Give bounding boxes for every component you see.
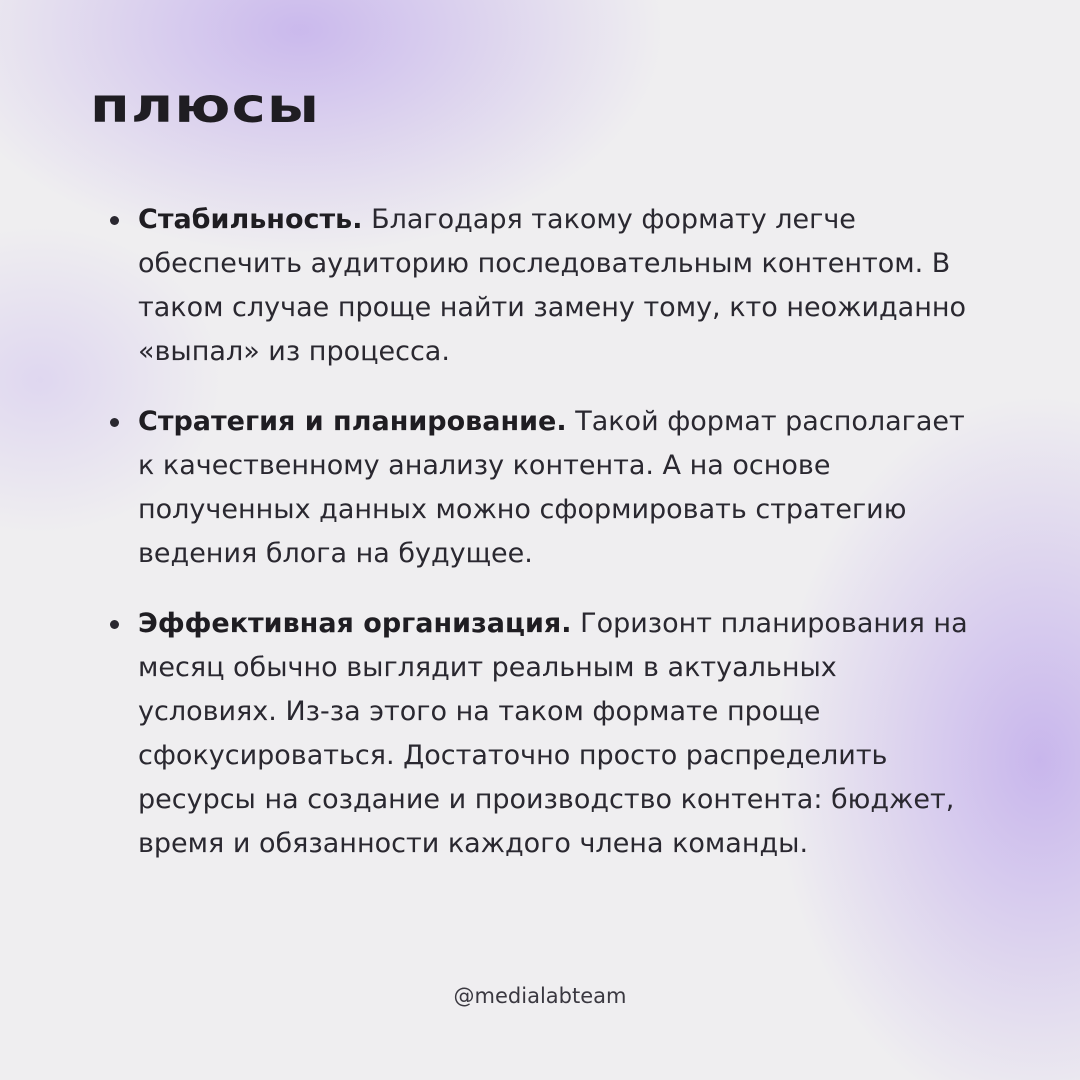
page-title: плюсы <box>90 78 321 134</box>
advantages-list <box>108 198 968 892</box>
item-term: Эффективная организация. <box>138 608 572 639</box>
list-item <box>108 602 968 866</box>
item-text: Такой формат располагает к качественному анализу контента. А на основе полученных данных можно сформировать стратегию ведения блога на будущее. <box>138 406 965 569</box>
item-term: Стабильность. <box>138 204 363 235</box>
item-text: Горизонт планирования на месяц обычно выглядит реальным в актуальных условиях. Из-за этого на таком формате проще сфокусироваться. Достаточно просто распределить ресурсы на создание и производство контента: бюджет, время и обязанности каждого члена команды. <box>138 608 968 859</box>
list-item <box>108 400 968 576</box>
item-term: Стратегия и планирование. <box>138 406 567 437</box>
list-item <box>108 198 968 374</box>
account-handle: @medialabteam <box>453 984 627 1008</box>
item-text: Благодаря такому формату легче обеспечить аудиторию последовательным контентом. В таком случае проще найти замену тому, кто неожиданно «выпал» из процесса. <box>138 204 967 367</box>
